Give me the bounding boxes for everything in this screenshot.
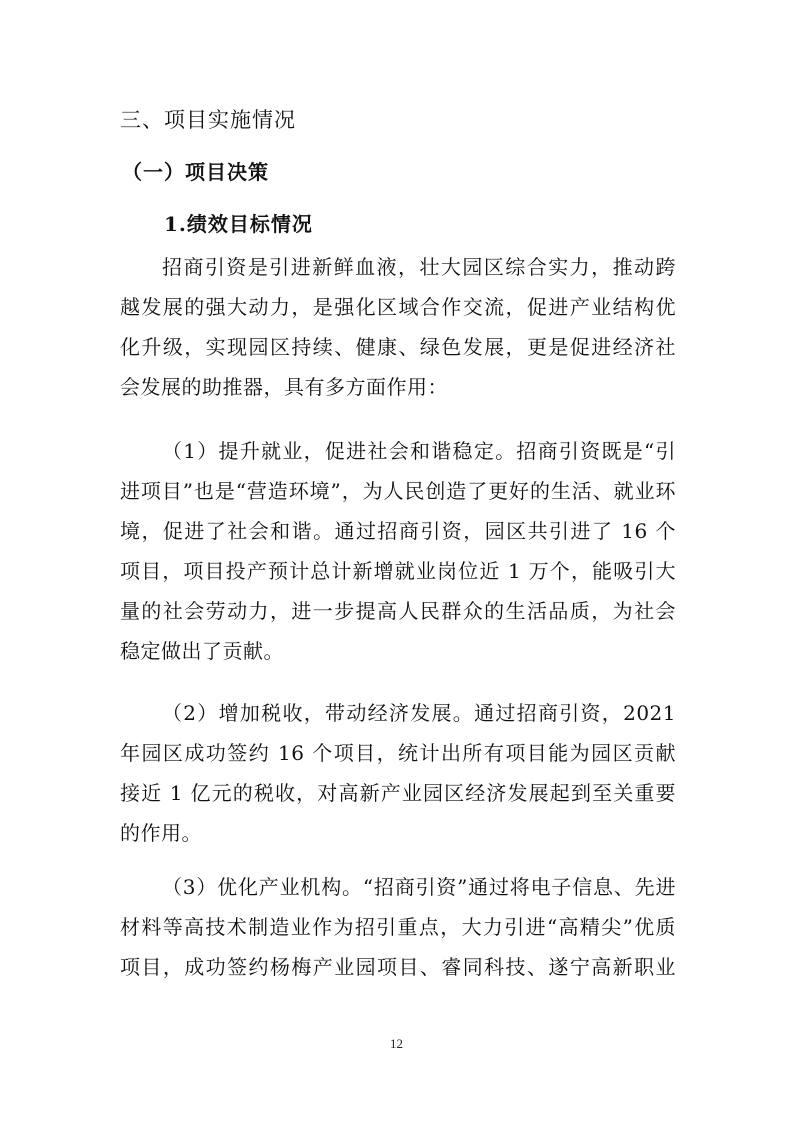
- paragraph-line: （3）优化产业机构。“招商引资”通过将电子信息、先进: [162, 875, 676, 899]
- page-number: 12: [390, 1036, 403, 1051]
- paragraph-line: 稳定做出了贡献。: [120, 639, 284, 663]
- paragraph-line: 招商引资是引进新鲜血液，壮大园区综合实力，推动跨: [162, 255, 676, 279]
- paragraph-employment: [120, 431, 676, 671]
- paragraph-line: 材料等高技术制造业作为招引重点，大力引进“高精尖”优质: [120, 915, 676, 939]
- subsection-heading: （一）项目决策: [122, 160, 269, 184]
- paragraph-intro: [120, 247, 676, 407]
- paragraph-line: 接近 1 亿元的税收，对高新产业园区经济发展起到至关重要: [120, 781, 676, 805]
- paragraph-tax: [120, 693, 676, 853]
- paragraph-line: 越发展的强大动力，是强化区域合作交流，促进产业结构优: [120, 295, 676, 319]
- paragraph-industry: [120, 867, 676, 987]
- paragraph-line: 年园区成功签约 16 个项目，统计出所有项目能为园区贡献: [120, 741, 676, 765]
- paragraph-line: 项目，项目投产预计总计新增就业岗位近 1 万个，能吸引大: [120, 559, 676, 583]
- paragraph-line: 项目，成功签约杨梅产业园项目、睿同科技、遂宁高新职业: [120, 955, 676, 979]
- paragraph-line: 进项目”也是“营造环境”，为人民创造了更好的生活、就业环: [120, 479, 676, 503]
- paragraph-line: 会发展的助推器，具有多方面作用：: [120, 375, 448, 399]
- paragraph-line: 境，促进了社会和谐。通过招商引资，园区共引进了 16 个: [120, 519, 676, 543]
- paragraph-line: （1）提升就业，促进社会和谐稳定。招商引资既是“引: [162, 439, 676, 463]
- paragraph-line: 化升级，实现园区持续、健康、绿色发展，更是促进经济社: [120, 335, 676, 359]
- paragraph-line: （2）增加税收，带动经济发展。通过招商引资，2021: [162, 701, 676, 725]
- paragraph-line: 的作用。: [120, 821, 202, 845]
- section-heading: 三、项目实施情况: [120, 108, 296, 132]
- paragraph-line: 量的社会劳动力，进一步提高人民群众的生活品质，为社会: [120, 599, 676, 623]
- item-heading: 1.绩效目标情况: [164, 212, 313, 236]
